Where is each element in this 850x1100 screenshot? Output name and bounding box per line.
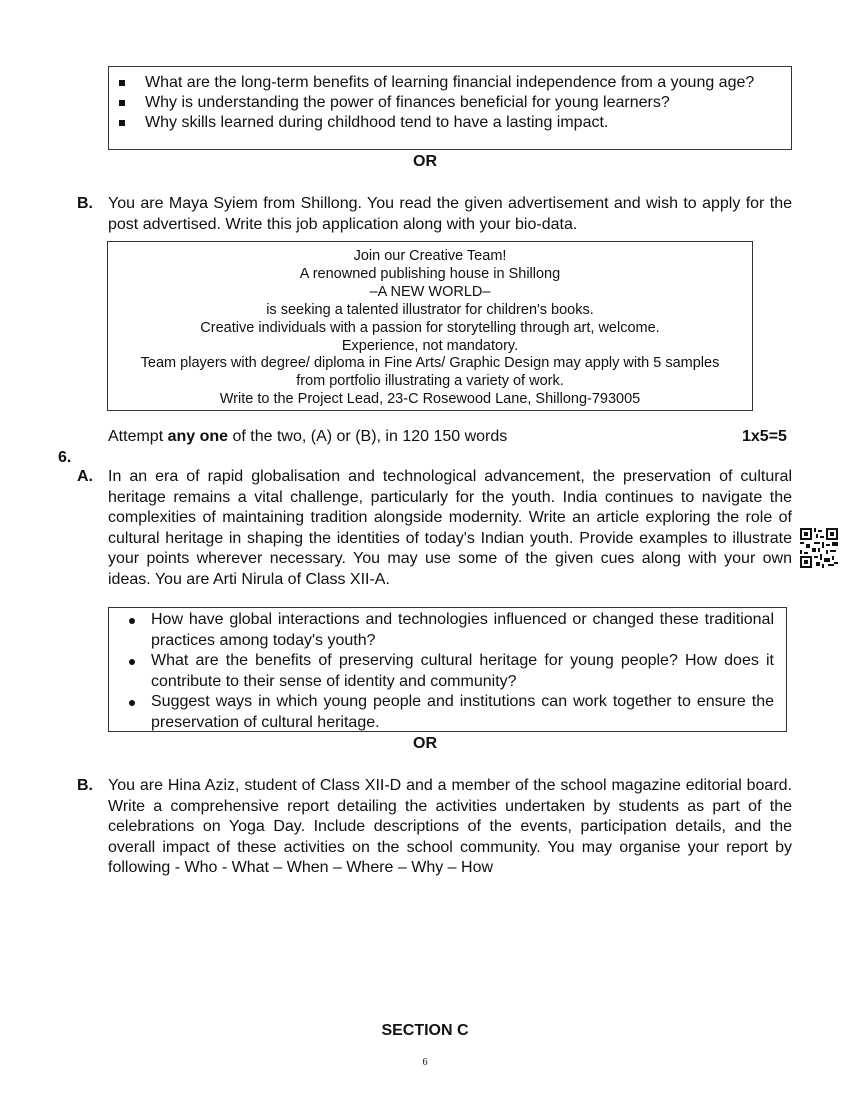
ad-line: A renowned publishing house in Shillong [299, 265, 561, 282]
option-b-label: B. [77, 195, 93, 212]
question-number: 6. [58, 449, 72, 466]
q6-marks: 1x5=5 [742, 428, 787, 445]
ad-line: Write to the Project Lead, 23-C Rosewood Lane, Shillong-793005 [219, 391, 641, 408]
round-bullet-icon [129, 700, 135, 706]
ad-line: –A NEW WORLD– [369, 283, 491, 300]
square-bullet-icon [119, 120, 125, 126]
cue-list [109, 73, 791, 133]
round-bullet-icon [129, 618, 135, 624]
round-bullet-icon [129, 659, 135, 665]
qr-code-icon [800, 528, 838, 568]
ad-line: is seeking a talented illustrator for children's books. [266, 301, 594, 318]
cue-box-6a [108, 607, 787, 732]
square-bullet-icon [119, 100, 125, 106]
cue-box-top [108, 66, 792, 150]
cue-item: Why is understanding the power of finances beneficial for young learners? [109, 93, 791, 113]
option-a-text: In an era of rapid globalisation and technological advancement, the preservation of cultural heritage remains a vital challenge, particularly for the youth. India continues to navigate the complexities of maintaining tradition alongside modernity. Write an article exploring the role of cultural heritage in shaping the identities of today's Indian youth. Provide examples to illustrate your points wherever necessary. You may use some of the given cues along with your own ideas. You are Arti Nirula of Class XII-A. [108, 468, 792, 588]
cue-item: Why skills learned during childhood tend to have a lasting impact. [109, 113, 791, 133]
ad-line: Team players with degree/ diploma in Fine Arts/ Graphic Design may apply with 5 samples [140, 355, 720, 372]
advertisement-box [107, 241, 753, 411]
cue-item: How have global interactions and technologies influenced or changed these traditional practices among today's youth? [109, 610, 786, 651]
q6-instruction: Attempt any one of the two, (A) or (B), in 120 150 words [108, 428, 508, 445]
option-b-text: You are Hina Aziz, student of Class XII-D and a member of the school magazine editorial board. Write a comprehensive report detailing the activities undertaken by students as part of the celebrations on Yoga Day. Include descriptions of the events, participation details, and the overall impact of these activities on the school community. You may organise your report by following - Who - What – When – Where – Why – How [108, 777, 792, 876]
option-b-text: You are Maya Syiem from Shillong. You read the given advertisement and wish to apply for the post advertised. Write this job application along with your bio-data. [108, 195, 792, 233]
section-heading: SECTION C [381, 1022, 469, 1039]
cue-item: Suggest ways in which young people and institutions can work together to ensure the preservation of cultural heritage. [109, 692, 786, 733]
ad-line: Experience, not mandatory. [341, 337, 519, 354]
or-divider: OR [413, 735, 437, 752]
cue-item: What are the benefits of preserving cultural heritage for young people? How does it contribute to their sense of identity and community? [109, 651, 786, 692]
option-b-label: B. [77, 777, 93, 794]
cue-list [109, 610, 786, 733]
advertisement-text [108, 242, 752, 409]
square-bullet-icon [119, 80, 125, 86]
ad-line: Creative individuals with a passion for storytelling through art, welcome. [200, 319, 660, 336]
or-divider: OR [413, 153, 437, 170]
cue-item: What are the long-term benefits of learning financial independence from a young age? [109, 73, 791, 93]
option-a-label: A. [77, 468, 93, 485]
ad-line: from portfolio illustrating a variety of work. [296, 373, 564, 390]
ad-line: Join our Creative Team! [353, 248, 507, 264]
page-number: 6 [422, 1057, 428, 1068]
